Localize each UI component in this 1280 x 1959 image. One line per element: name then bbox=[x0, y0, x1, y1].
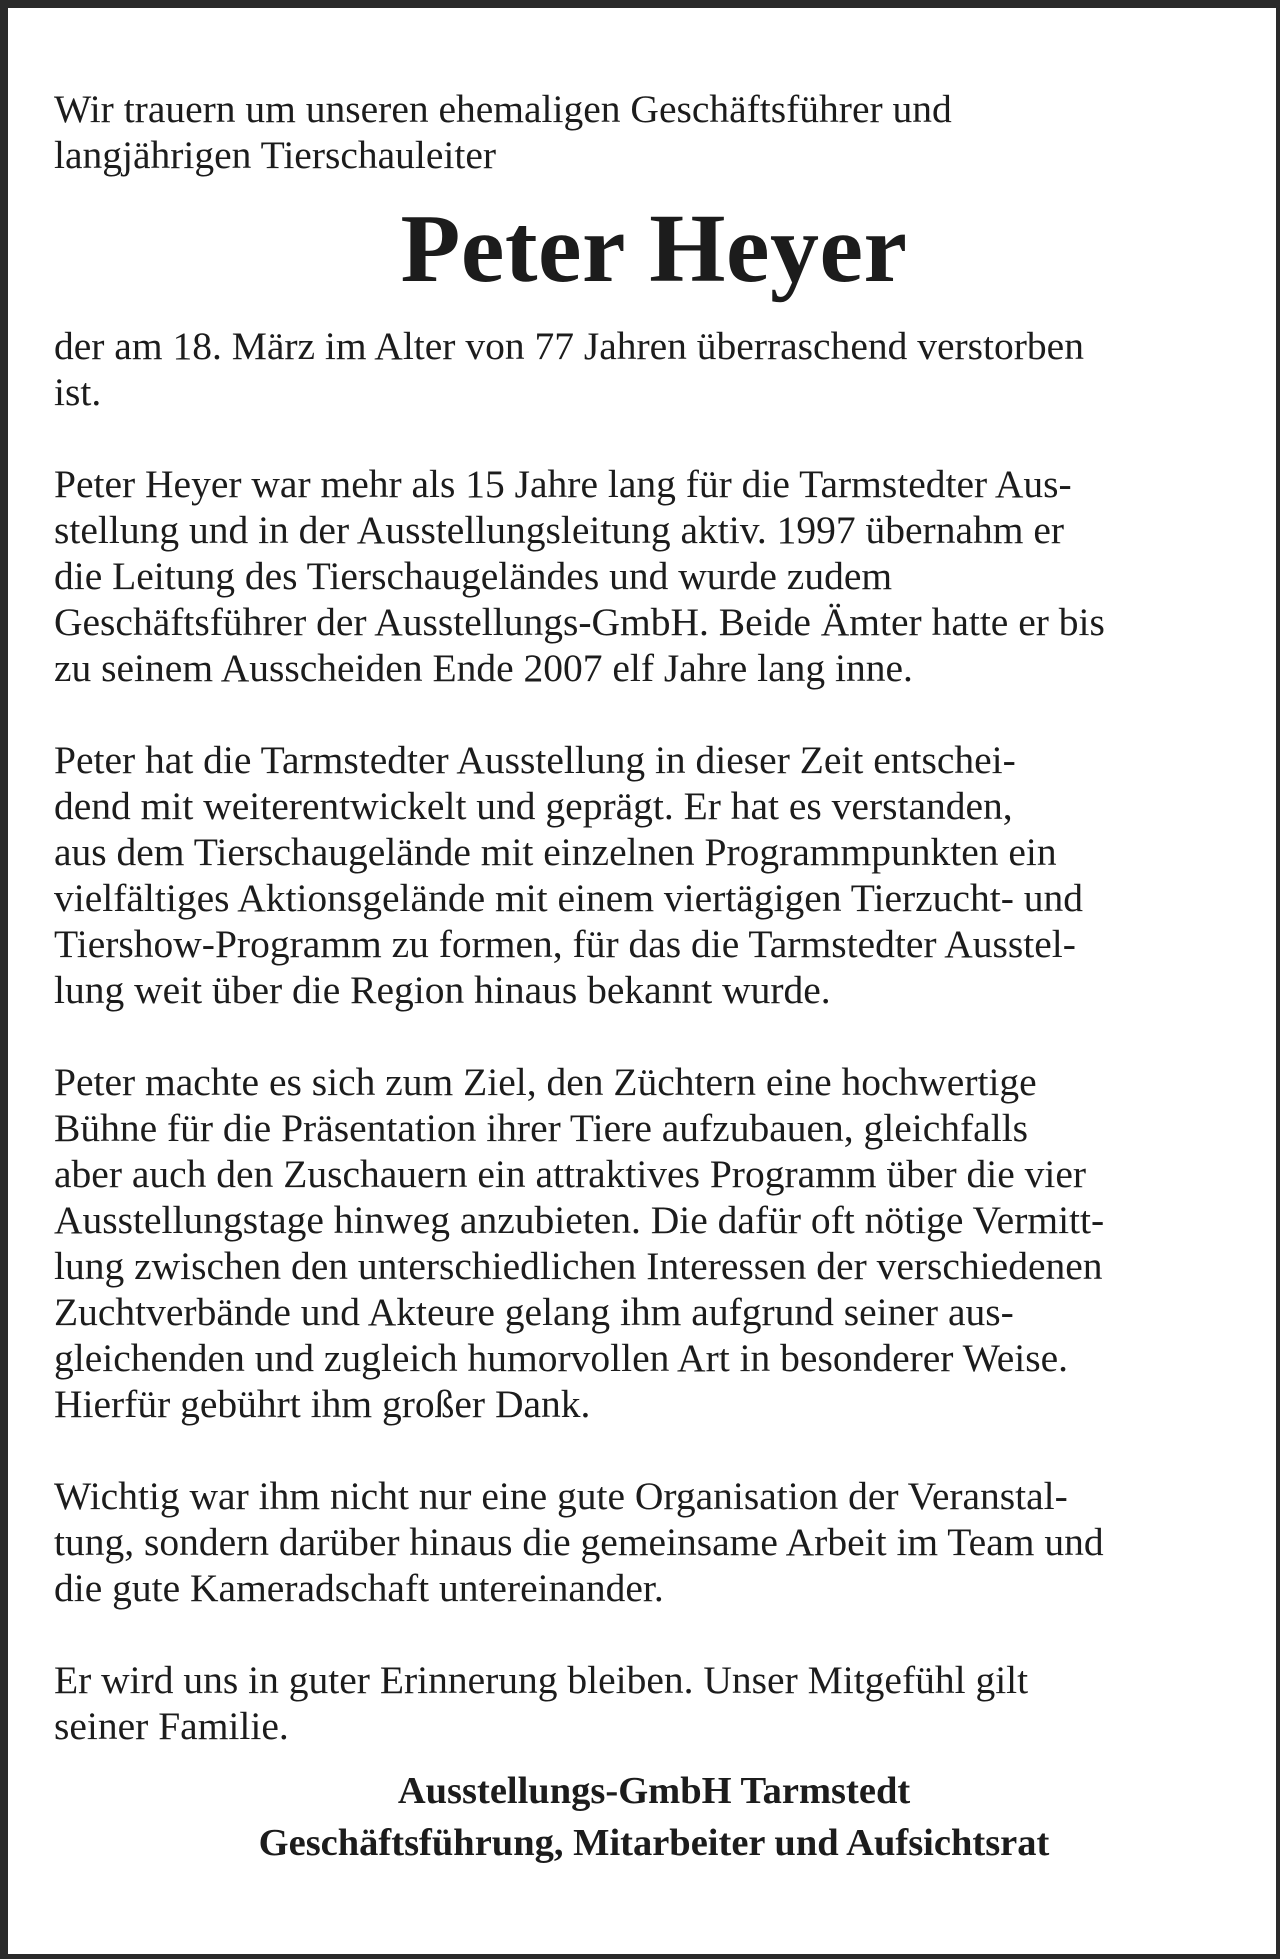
text-line: Peter Heyer war mehr als 15 Jahre lang für die Tarmstedter Aus- bbox=[54, 462, 1072, 506]
text-line: lung weit über die Region hinaus bekannt wurde. bbox=[54, 968, 831, 1012]
paragraph-death-notice bbox=[54, 323, 1254, 415]
text-line: Zuchtverbände und Akteure gelang ihm aufgrund seiner aus- bbox=[54, 1290, 1014, 1334]
text-line: Bühne für die Präsentation ihrer Tiere aufzubauen, gleichfalls bbox=[54, 1106, 1029, 1150]
text-line: die gute Kameradschaft untereinander. bbox=[54, 1566, 664, 1610]
text-line: die Leitung des Tierschaugeländes und wurde zudem bbox=[54, 554, 893, 598]
intro-line: Wir trauern um unseren ehemaligen Geschäftsführer und bbox=[54, 87, 952, 131]
signature-block bbox=[54, 1765, 1254, 1869]
text-line: der am 18. März im Alter von 77 Jahren überraschend verstorben bbox=[54, 324, 1084, 368]
text-line: Tiershow-Programm zu formen, für das die Tarmstedter Ausstel- bbox=[54, 922, 1076, 966]
text-line: Ausstellungstage hinweg anzubieten. Die dafür oft nötige Vermitt- bbox=[54, 1198, 1105, 1242]
intro-line: langjährigen Tierschauleiter bbox=[54, 133, 497, 177]
text-line: aber auch den Zuschauern ein attraktives Programm über die vier bbox=[54, 1152, 1087, 1196]
text-line: dend mit weiterentwickelt und geprägt. Er hat es verstanden, bbox=[54, 784, 1013, 828]
paragraph-teamwork bbox=[54, 1473, 1254, 1611]
paragraph-goals bbox=[54, 1059, 1254, 1427]
text-line: zu seinem Ausscheiden Ende 2007 elf Jahre lang inne. bbox=[54, 646, 913, 690]
text-line: tung, sondern darüber hinaus die gemeinsame Arbeit im Team und bbox=[54, 1520, 1104, 1564]
text-line: lung zwischen den unterschiedlichen Interessen der verschiedenen bbox=[54, 1244, 1103, 1288]
text-line: Peter machte es sich zum Ziel, den Züchtern eine hochwertige bbox=[54, 1060, 1037, 1104]
text-line: seiner Familie. bbox=[54, 1704, 289, 1748]
deceased-name: Peter Heyer bbox=[400, 195, 908, 303]
signature-signatories: Geschäftsführung, Mitarbeiter und Aufsichtsrat bbox=[258, 1822, 1050, 1864]
notice-content bbox=[54, 86, 1254, 1869]
paragraph-career bbox=[54, 461, 1254, 691]
text-line: Geschäftsführer der Ausstellungs-GmbH. Beide Ämter hatte er bis bbox=[54, 600, 1105, 644]
text-line: aus dem Tierschaugelände mit einzelnen Programmpunkten ein bbox=[54, 830, 1057, 874]
signature-organization: Ausstellungs-GmbH Tarmstedt bbox=[397, 1770, 911, 1812]
text-line: Er wird uns in guter Erinnerung bleiben. Unser Mitgefühl gilt bbox=[54, 1658, 1029, 1702]
intro-text bbox=[54, 86, 1254, 178]
text-line: ist. bbox=[54, 370, 102, 414]
text-line: Wichtig war ihm nicht nur eine gute Organisation der Veranstal- bbox=[54, 1474, 1068, 1518]
paragraph-remembrance bbox=[54, 1657, 1254, 1749]
text-line: Hierfür gebührt ihm großer Dank. bbox=[54, 1382, 591, 1426]
text-line: Peter hat die Tarmstedter Ausstellung in dieser Zeit entschei- bbox=[54, 738, 1016, 782]
text-line: vielfältiges Aktionsgelände mit einem viertägigen Tierzucht- und bbox=[54, 876, 1083, 920]
text-line: stellung und in der Ausstellungsleitung aktiv. 1997 übernahm er bbox=[54, 508, 1065, 552]
paragraph-development bbox=[54, 737, 1254, 1013]
text-line: gleichenden und zugleich humorvollen Art in besonderer Weise. bbox=[54, 1336, 1069, 1380]
